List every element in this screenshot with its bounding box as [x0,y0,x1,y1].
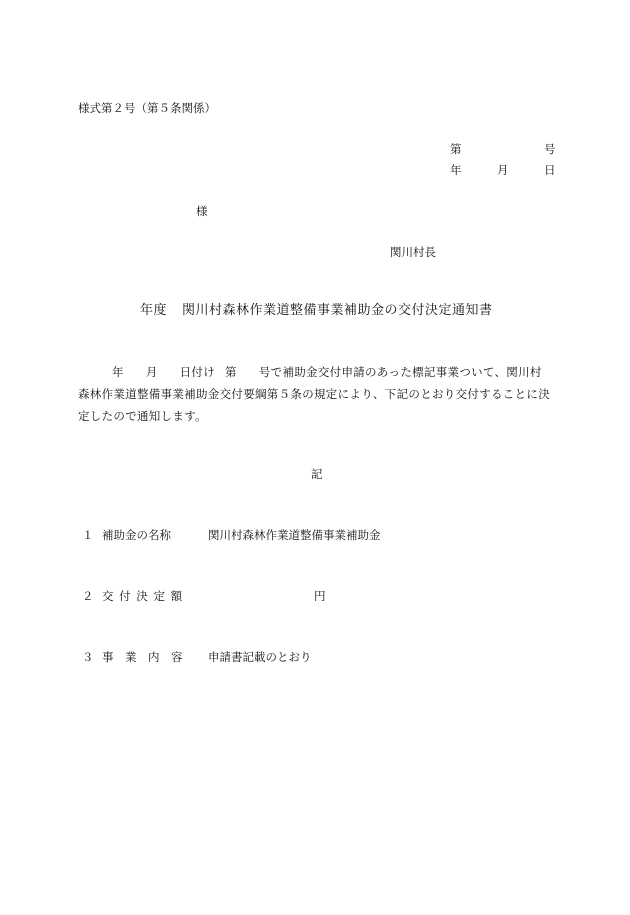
item-1-label: 補助金の名称 [102,528,171,542]
item-2-label: 交 付 決 定 額 [102,589,184,603]
body-rest: 号で補助金交付申請のあった標記事業ついて、関川村森林作業道整備事業補助金交付要綱第５条の規定により、下記のとおり交付することに決定したので通知します。 [78,365,550,423]
title-year-label: 年度 [140,303,168,318]
item-3-value: 申請書記載のとおり [208,650,312,664]
body-number-prefix: 第 [225,365,237,379]
body-paragraph [78,361,552,427]
form-label: 様式第２号（第５条関係） [78,101,216,115]
ki-label: 記 [311,467,323,481]
doc-number-suffix: 号 [544,142,556,156]
item-3-number: ３ [82,650,94,664]
page-title: 関川村森林作業道整備事業補助金の交付決定通知書 [182,303,493,318]
item-1-value: 関川村森林作業道整備事業補助金 [208,528,381,542]
item-3-label: 事 業 内 容 [102,650,183,664]
body-day-phrase: 日付け [179,365,216,379]
date-year: 年 [450,163,462,177]
item-2-value: 円 [314,589,326,603]
doc-number-prefix: 第 [450,142,462,156]
date-day: 日 [544,163,556,177]
date-month: 月 [497,163,509,177]
issuer: 関川村長 [390,245,436,259]
item-2-number: ２ [82,589,94,603]
addressee-suffix: 様 [196,204,208,218]
body-month: 月 [145,365,158,379]
item-1-number: １ [82,528,94,542]
body-year: 年 [112,365,124,379]
